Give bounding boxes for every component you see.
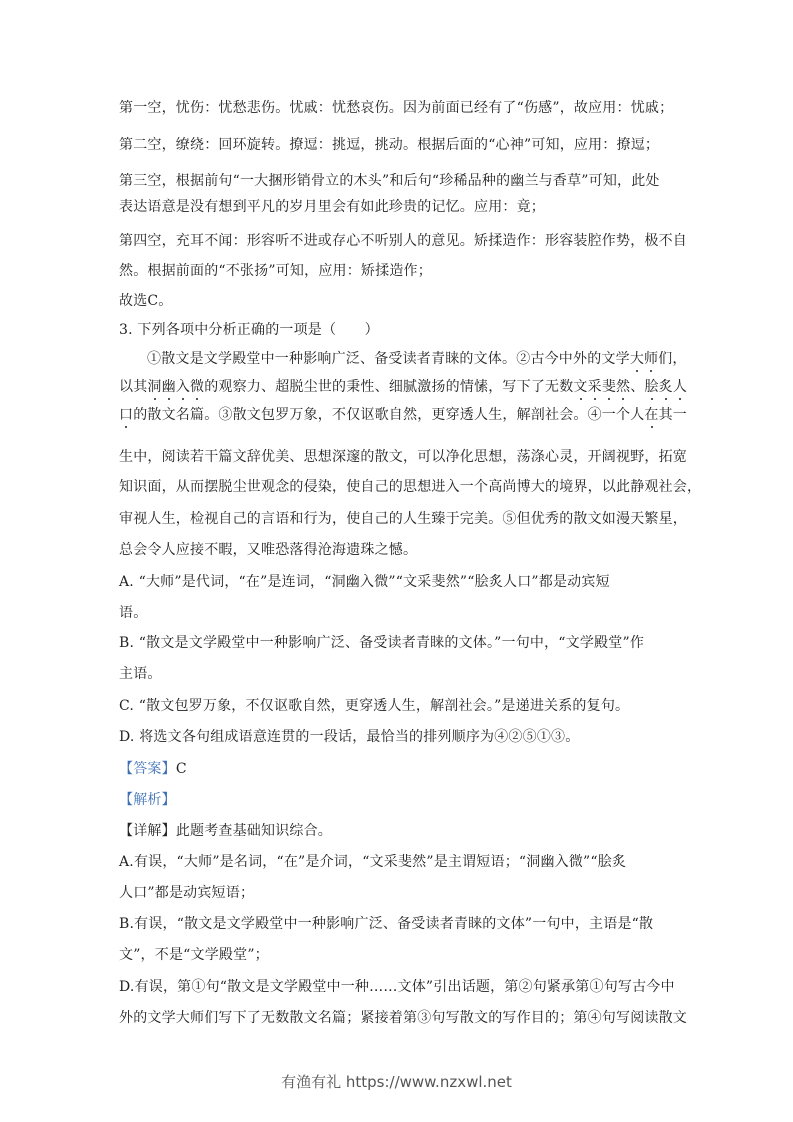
analysis-line: 第一空，忧伤：忧愁悲伤。忧戚：忧愁哀伤。因为前面已经有了“伤感”，故应用：忧戚； [119,100,674,116]
analysis-line: 第四空，充耳不闻：形容听不进或存心不听别人的意见。矫揉造作：形容装腔作势，极不自 [119,233,687,249]
detail-tag: 【详解】 [119,823,176,839]
explanation-line: D.有误，第①句“散文是文学殿堂中一种……文体”引出话题，第②句紧承第①句写古今中 [119,979,675,995]
passage-line-1: ①散文是文学殿堂中一种影响广泛、备受读者青睐的文体。②古今中外的文学大师们， [147,351,687,367]
emphasis-char: 采 [587,379,602,395]
explanation-line: B.有误，“散文是文学殿堂中一种影响广泛、备受读者青睐的文体”一句中，主语是“散 [119,916,654,932]
emphasis-char: 洞 [147,379,162,395]
emphasis-char: 微 [190,379,205,395]
explanation-line: 文”，不是“文学殿堂”； [119,947,269,963]
emphasis-char: 人 [672,379,688,395]
analysis-line: 然。根据前面的“不张扬”可知，应用：矫揉造作； [119,263,432,279]
emphasis-char: 脍 [644,379,659,395]
passage-line-5: 知识面，从而摆脱尘世观念的侵染，使自己的思想进入一个高尚博大的境界，以此静观社会， [119,479,702,495]
emphasis-char: 师 [644,351,659,367]
conclusion-line: 故选C。 [119,293,173,309]
analysis-tag: 【解析】 [119,792,176,808]
footer-watermark: 有渔有礼 https://www.nzxwl.net [281,1073,512,1091]
answer-value: C [175,761,187,777]
analysis-line: 表达语意是没有想到平凡的岁月里会有如此珍贵的记忆。应用：竟； [119,199,545,215]
emphasis-char: 入 [175,379,191,395]
answer-line [119,760,187,778]
analysis-line: 第三空，根据前句“一大捆形销骨立的木头”和后句“珍稀品种的幽兰与香草”可知，此处 [119,173,660,189]
emphasis-char: 口 [119,407,134,423]
emphasis-char: 炙 [658,379,673,395]
option-d: D. 将选文各句组成语意连贯的一段话，最恰当的排列顺序为④②⑤①③。 [119,729,580,745]
explanation-line: 外的文学大师们写下了无数散文名篇；紧接着第③句写散文的写作目的；第④句写阅读散文 [119,1010,687,1026]
emphasis-char: 大 [629,351,645,367]
emphasis-char: 然 [616,379,631,395]
option-c: C. “散文包罗万象，不仅讴歌自然，更穿透人生，解剖社会。”是递进关系的复句。 [119,698,630,714]
emphasis-char: 文 [573,379,588,395]
explanation-line: A.有误，“大师”是名词，“在”是介词，“文采斐然”是主谓短语；“洞幽入微”“脍炙 [119,854,627,870]
passage-line-3: 口的散文名篇。③散文包罗万象，不仅讴歌自然，更穿透人生，解剖社会。④一个人在其一 [119,407,688,423]
detail-line: 【详解】此题考查基础知识综合。 [119,823,333,839]
option-a: A. “大师”是代词，“在”是连词，“洞幽入微”“文采斐然”“脍炙人口”都是动宾短 [119,574,610,590]
question-stem: 3. 下列各项中分析正确的一项是（ ） [119,322,379,338]
option-a-cont: 语。 [119,605,148,621]
answer-tag: 【答案】 [119,761,176,777]
analysis-line: 第二空，缭绕：回环旋转。撩逗：挑逗，挑动。根据后面的“心神”可知，应用：撩逗； [119,137,660,153]
emphasis-char: 幽 [161,379,176,395]
explanation-line: 人口”都是动宾短语； [119,885,255,901]
option-b-cont: 主语。 [119,666,162,682]
passage-line-4: 生中，阅读若干篇文辞优美、思想深邃的散文，可以净化思想，荡涤心灵，开阔视野，拓宽 [119,449,687,465]
passage-line-6: 审视人生，检视自己的言语和行为，使自己的人生臻于完美。⑤但优秀的散文如漫天繁星， [119,511,687,527]
emphasis-char: 在 [644,407,659,423]
passage-line-7: 总会令人应接不暇，又唯恐落得沧海遗珠之憾。 [119,542,418,558]
emphasis-char: 斐 [601,379,617,395]
option-b: B. “散文是文学殿堂中一种影响广泛、备受读者青睐的文体。”一句中，“文学殿堂”作 [119,635,645,651]
passage-line-2: 以其洞幽入微的观察力、超脱尘世的秉性、细腻激扬的情愫，写下了无数文采斐然、脍炙人 [119,379,688,395]
